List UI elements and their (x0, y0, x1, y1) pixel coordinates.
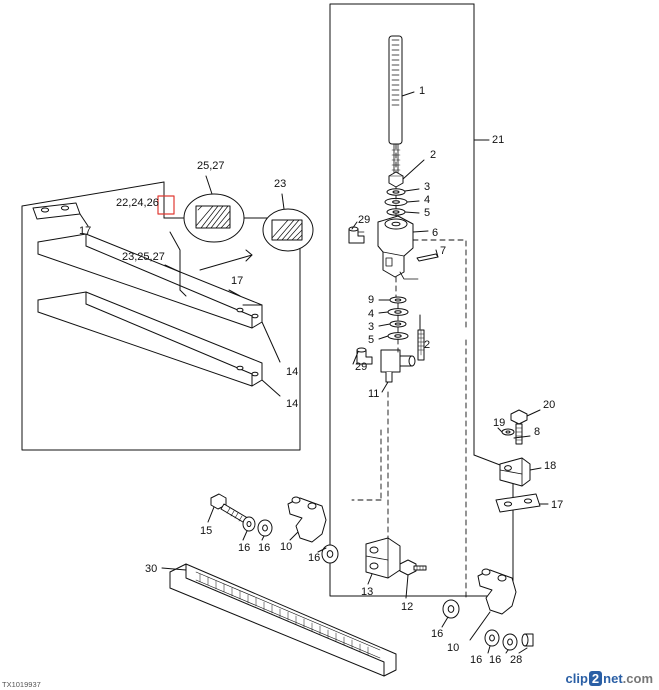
detail-circle-2527 (184, 176, 244, 242)
callout-16-c: 16 (308, 552, 321, 564)
callout-20: 20 (543, 399, 556, 411)
callout-7: 7 (440, 245, 447, 257)
callout-15: 15 (200, 525, 213, 537)
callout-21: 21 (492, 134, 505, 146)
callout-30: 30 (145, 563, 158, 575)
callout-18: 18 (544, 460, 557, 472)
callout-13: 13 (361, 586, 374, 598)
parts-16-washers (243, 517, 272, 540)
callout-5: 5 (424, 207, 431, 219)
callout-12: 12 (401, 601, 414, 613)
callout-1: 1 (419, 85, 426, 97)
callout-2: 2 (430, 149, 437, 161)
callout-9: 9 (368, 294, 375, 306)
part-code: TX1019937 (2, 680, 41, 689)
callout-16-a: 16 (238, 542, 251, 554)
callout-4: 4 (424, 194, 431, 206)
watermark-prefix: clip (565, 671, 588, 686)
watermark-tld: .com (622, 671, 653, 686)
callout-14-upper: 14 (286, 366, 299, 378)
callout-10-right: 10 (447, 642, 460, 654)
callout-8: 8 (534, 426, 541, 438)
callout-17-mid: 17 (231, 275, 244, 287)
callout-16-f: 16 (489, 654, 502, 666)
callout-2-lower: 2 (424, 339, 431, 351)
callout-5-lower: 5 (368, 334, 375, 346)
callout-29-upper: 29 (358, 214, 371, 226)
watermark (566, 671, 653, 686)
callout-16-b: 16 (258, 542, 271, 554)
callout-25-27: 25,27 (197, 160, 225, 172)
callout-3: 3 (424, 181, 431, 193)
callout-19: 19 (493, 417, 506, 429)
watermark-mark: 2 (589, 671, 602, 686)
callout-14-lower: 14 (286, 398, 299, 410)
callout-4-lower: 4 (368, 308, 375, 320)
callout-16-e: 16 (470, 654, 483, 666)
watermark-suffix: net (603, 671, 623, 686)
callout-16-d: 16 (431, 628, 444, 640)
detail-circle-23 (263, 194, 313, 251)
callout-17-top: 17 (79, 225, 92, 237)
callout-22-24-26: 22,24,26 (116, 197, 159, 209)
callout-3-lower: 3 (368, 321, 375, 333)
parts-16-28-bottom (485, 630, 533, 653)
callout-11: 11 (368, 388, 380, 400)
callout-17-right: 17 (551, 499, 564, 511)
callout-28: 28 (510, 654, 523, 666)
callout-6: 6 (432, 227, 439, 239)
callout-10-left: 10 (280, 541, 293, 553)
callout-23: 23 (274, 178, 287, 190)
callout-23-25-27: 23,25,27 (122, 251, 165, 263)
callout-29-lower: 29 (355, 361, 368, 373)
